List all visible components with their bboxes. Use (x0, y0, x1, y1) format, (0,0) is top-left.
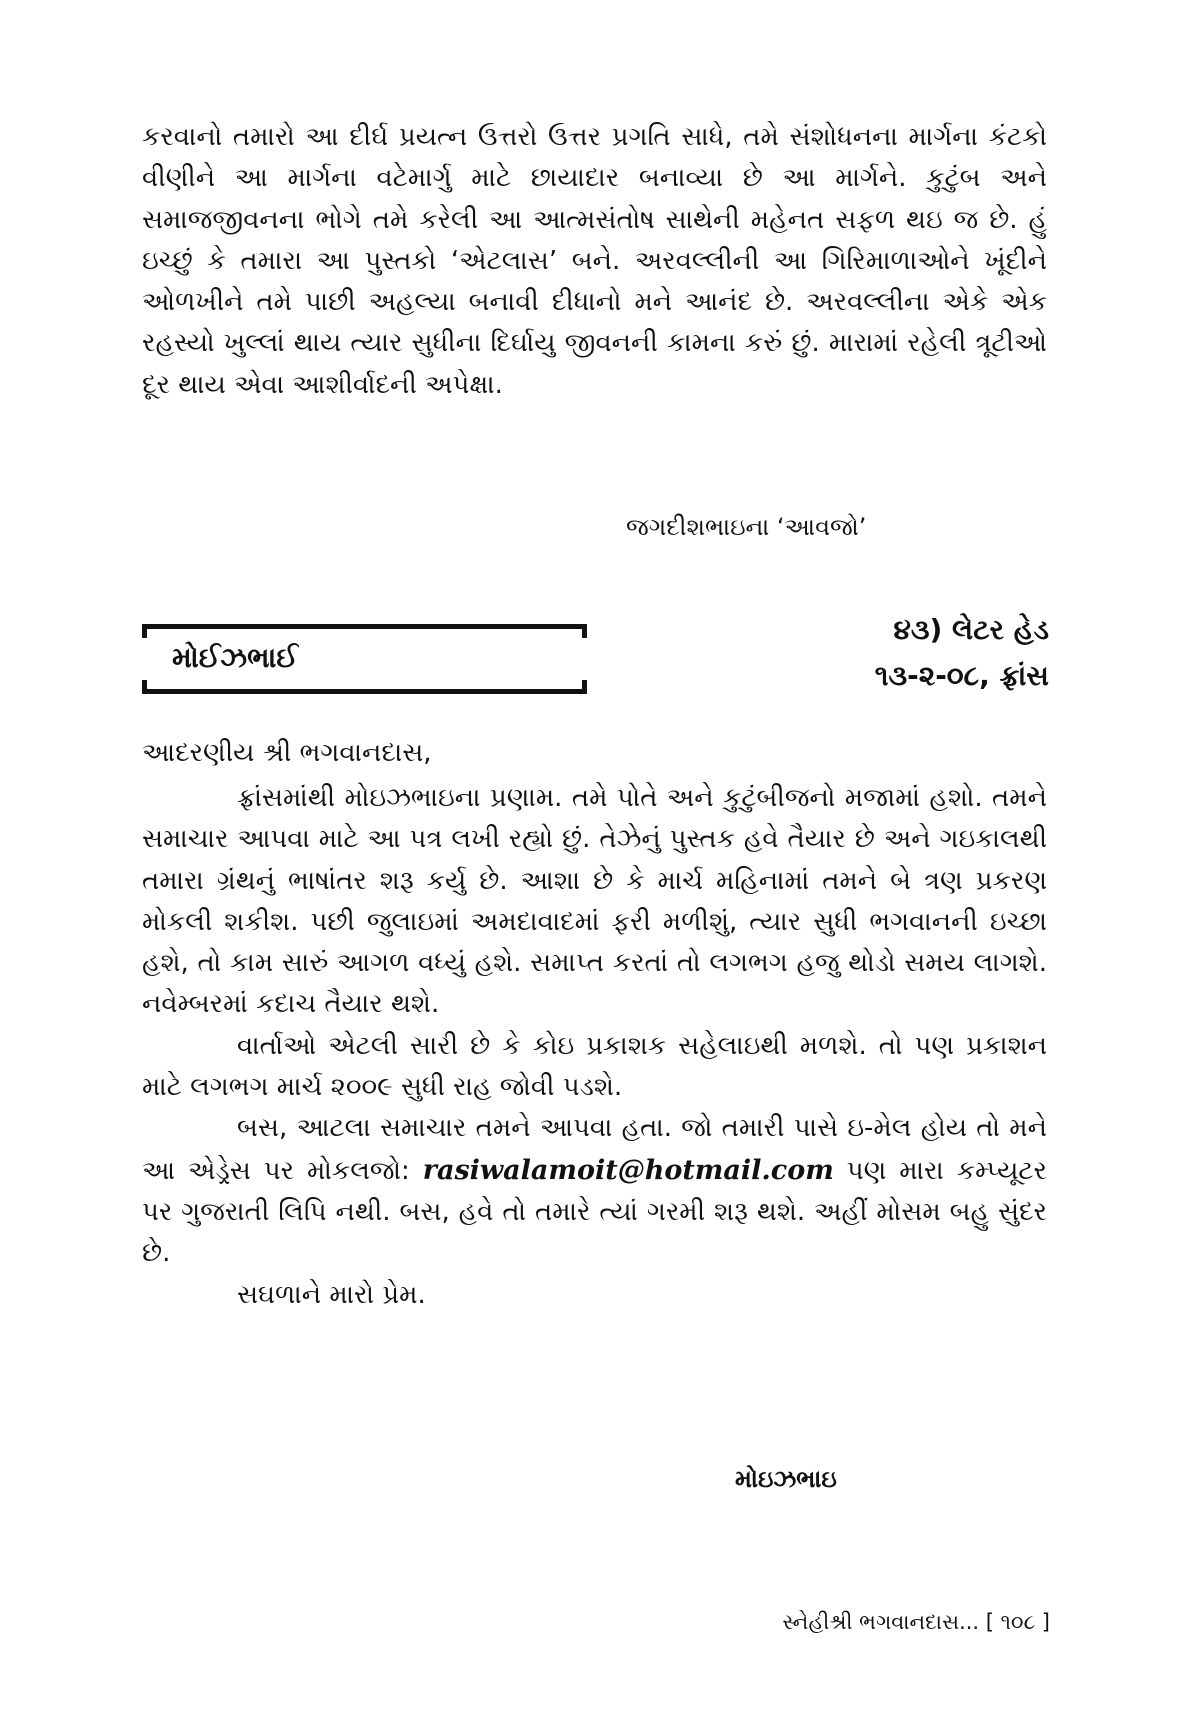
body-paragraph (142, 1275, 1047, 1316)
body-paragraph-4: સઘળાને મારો પ્રેમ. (237, 1279, 426, 1310)
salutation: આદરણીય શ્રી ભગવાનદાસ, (142, 738, 432, 768)
sign-off: જગદીશભાઇના ‘આવજો’ (626, 513, 867, 541)
body-paragraph-1: ફ્રાંસમાંથી મોઇઝભાઇના પ્રણામ. તમે પોતે અને કુટુંબીજનો મજામાં હશો. તમને સમાચાર આપવા માટે આ પત્ર લખી રહ્યો છું. તેઝેનું પુસ્તક હવે તૈયાર છે અને ગઇકાલથી તમારા ગ્રંથનું ભાષાંતર શરૂ કર્યુ છે. આશા છે કે માર્ચ મહિનામાં તમને બે ત્રણ પ્રકરણ મોકલી શકીશ. પછી જુલાઇમાં અમદાવાદમાં ફરી મળીશું, ત્યાર સુધી ભગવાનની ઇચ્છા હશે, તો કામ સારું આગળ વધ્યું હશે. સમાપ્ત કરતાં તો લગભગ હજુ થોડો સમય લાગશે. નવેમ્બરમાં કદાચ તૈયાર થશે. (142, 783, 1047, 1020)
email-address: rasiwalamoit@hotmail.com (422, 1154, 834, 1186)
letter-body (142, 778, 1047, 1316)
opening-paragraph: કરવાનો તમારો આ દીર્ઘ પ્રયત્ન ઉત્તરો ઉત્તર પ્રગતિ સાધે, તમે સંશોધનના માર્ગના કંટકો વીણીને આ માર્ગના વટેમાર્ગુ માટે છાયાદાર બનાવ્યા છે આ માર્ગને. કુટુંબ અને સમાજજીવનના ભોગે તમે કરેલી આ આત્મસંતોષ સાથેની મહેનત સફળ થઇ જ છે. હું ઇચ્છું કે તમારા આ પુસ્તકો ‘એટલાસ’ બને. અરવલ્લીની આ ગિરિમાળાઓને ખૂંદીને ઓળખીને તમે પાછી અહલ્યા બનાવી દીધાનો મને આનંદ છે. અરવલ્લીના એકે એક રહસ્યો ખુલ્લાં થાય ત્યાર સુધીના દિર્ઘાયુ જીવનની કામના કરું છું. મારામાં રહેલી ત્રૂટીઓ દૂર થાય એવા આશીર્વાદની અપેક્ષા. (142, 122, 1047, 400)
nameplate-top-rule (142, 624, 587, 629)
nameplate-corner (142, 624, 147, 638)
body-paragraph (142, 1108, 1047, 1274)
body-paragraph-2: વાર્તાઓ એટલી સારી છે કે કોઇ પ્રકાશક સહેલાઇથી મળશે. તો પણ પ્રકાશન માટે લગભગ માર્ચ ૨૦૦૯ સુધી રાહ જોવી પડશે. (142, 1030, 1047, 1103)
body-paragraph (142, 1026, 1047, 1109)
letter-date: ૧૩-૨-૦૮, ફ્રાંસ (874, 659, 1049, 692)
body-paragraph-3a: બસ, આટલા સમાચાર તમને આપવા હતા. જો તમારી પાસે ઇ-મેલ હોય તો મને આ એડ્રેસ પર મોકલજો: (142, 1113, 1047, 1186)
letter-title: ૪૩) લેટર હેડ (893, 613, 1049, 646)
page-footer: સ્નેહીશ્રી ભગવાનદાસ... [ ૧૦૮ ] (782, 1610, 1050, 1634)
closing-signature: મોઇઝભાઇ (735, 1465, 837, 1493)
letter-heading (875, 607, 1049, 699)
nameplate-corner (582, 624, 587, 638)
sender-nameplate (142, 624, 587, 694)
body-paragraph-3b: પણ મારા કમ્પ્યૂટર પર ગુજરાતી લિપિ નથી. બસ, હવે તો તમારે ત્યાં ગરમી શરૂ થશે. અહીં મોસમ બહુ સુંદર છે. (142, 1155, 1048, 1269)
sender-name: મોઈઝભાઈ (172, 641, 298, 674)
body-paragraph (142, 778, 1047, 1026)
nameplate-bottom-rule (142, 689, 587, 694)
